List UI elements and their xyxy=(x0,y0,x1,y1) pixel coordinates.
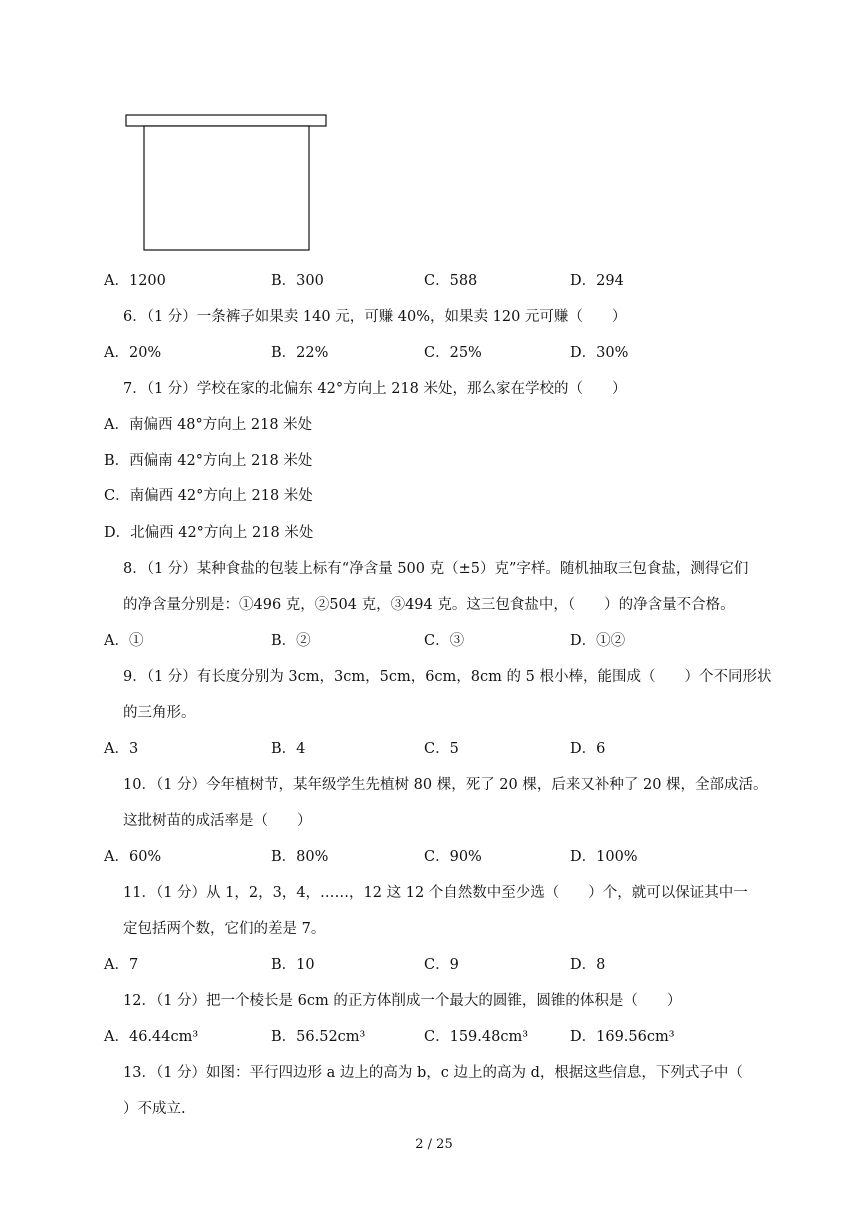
q5-option-a[interactable]: A．1200 xyxy=(104,273,166,289)
q5-option-d[interactable]: D．294 xyxy=(570,273,624,289)
q6-option-c[interactable]: C．25% xyxy=(424,345,482,361)
q10-option-a[interactable]: A．60% xyxy=(104,849,162,865)
q11-option-b[interactable]: B．10 xyxy=(271,957,315,973)
q10-text-line2: 这批树苗的成活率是（ ） xyxy=(123,813,312,829)
q13-text-line1: 13．（1 分）如图：平行四边形 a 边上的高为 b，c 边上的高为 d，根据这些信息，下列式子中（ xyxy=(123,1065,743,1081)
box-lid xyxy=(126,115,326,126)
q8-option-a[interactable]: A．① xyxy=(104,633,144,649)
q12-option-c[interactable]: C．159.48cm³ xyxy=(424,1029,529,1045)
q7-option-b[interactable]: B．西偏南 42°方向上 218 米处 xyxy=(104,453,313,469)
q13-text-line2: ）不成立. xyxy=(123,1101,186,1117)
q11-text-line2: 定包括两个数，它们的差是 7。 xyxy=(123,921,326,937)
q11-text-line1: 11．（1 分）从 1，2，3，4，……，12 这 12 个自然数中至少选（ ）个，就可以保证其中一 xyxy=(123,885,748,901)
q9-text-line2: 的三角形。 xyxy=(123,705,196,721)
q12-option-a[interactable]: A．46.44cm³ xyxy=(104,1029,199,1045)
q12-option-d[interactable]: D．169.56cm³ xyxy=(570,1029,675,1045)
q11-option-a[interactable]: A．7 xyxy=(104,957,139,973)
q9-option-a[interactable]: A．3 xyxy=(104,741,139,757)
q9-option-b[interactable]: B．4 xyxy=(271,741,306,757)
q8-option-b[interactable]: B．② xyxy=(271,633,311,649)
q11-option-c[interactable]: C．9 xyxy=(424,957,459,973)
box-body xyxy=(144,126,309,250)
q9-option-d[interactable]: D．6 xyxy=(570,741,606,757)
q5-option-c[interactable]: C．588 xyxy=(424,273,478,289)
q6-text: 6．（1 分）一条裤子如果卖 140 元，可赚 40%，如果卖 120 元可赚（ ） xyxy=(123,309,627,325)
q5-option-b[interactable]: B．300 xyxy=(271,273,324,289)
q7-option-c[interactable]: C．南偏西 42°方向上 218 米处 xyxy=(104,488,313,504)
q8-text-line2: 的净含量分别是：①496 克，②504 克，③494 克。这三包食盐中，（ ）的净含量不合格。 xyxy=(123,597,735,613)
q10-option-b[interactable]: B．80% xyxy=(271,849,329,865)
q10-text-line1: 10．（1 分）今年植树节，某年级学生先植树 80 棵，死了 20 棵，后来又补种了 20 棵，全部成活。 xyxy=(123,777,768,793)
q6-option-b[interactable]: B．22% xyxy=(271,345,329,361)
q11-option-d[interactable]: D．8 xyxy=(570,957,606,973)
q7-option-d[interactable]: D．北偏西 42°方向上 218 米处 xyxy=(104,525,314,541)
q10-option-d[interactable]: D．100% xyxy=(570,849,638,865)
q7-text: 7．（1 分）学校在家的北偏东 42°方向上 218 米处，那么家在学校的（ ） xyxy=(123,381,627,397)
page-number: 2 / 25 xyxy=(415,1137,453,1152)
q12-text: 12．（1 分）把一个棱长是 6cm 的正方体削成一个最大的圆锥，圆锥的体积是（ ） xyxy=(123,993,682,1009)
q9-text-line1: 9．（1 分）有长度分别为 3cm，3cm，5cm，6cm，8cm 的 5 根小棒，能围成（ ）个不同形状 xyxy=(123,669,772,685)
q6-option-a[interactable]: A．20% xyxy=(104,345,162,361)
q6-option-d[interactable]: D．30% xyxy=(570,345,629,361)
q9-option-c[interactable]: C．5 xyxy=(424,741,459,757)
q8-option-d[interactable]: D．①② xyxy=(570,633,626,649)
q8-option-c[interactable]: C．③ xyxy=(424,633,465,649)
q7-option-a[interactable]: A．南偏西 48°方向上 218 米处 xyxy=(104,417,313,433)
q8-text-line1: 8．（1 分）某种食盐的包装上标有“净含量 500 克（±5）克”字样。随机抽取三包食盐，测得它们 xyxy=(123,561,749,577)
q10-option-c[interactable]: C．90% xyxy=(424,849,482,865)
open-box-figure xyxy=(124,112,330,254)
q12-option-b[interactable]: B．56.52cm³ xyxy=(271,1029,366,1045)
